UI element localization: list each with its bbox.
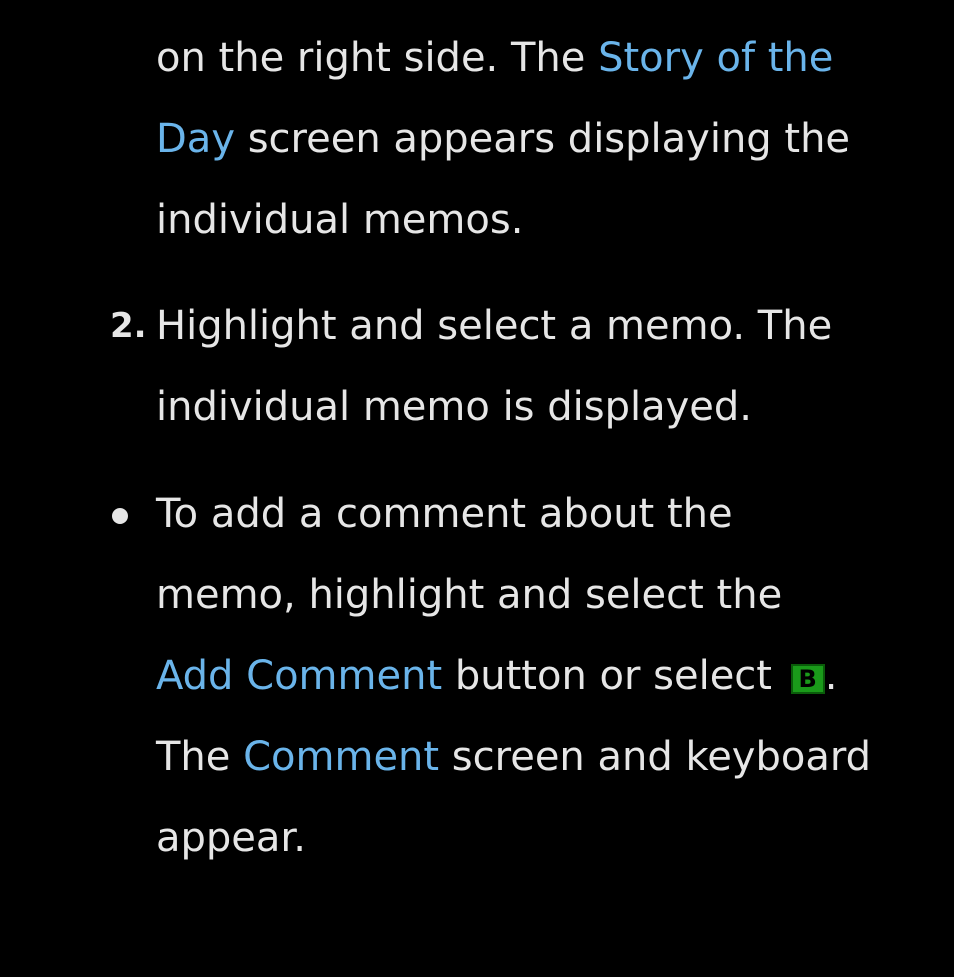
add-comment-link[interactable]: Add Comment <box>156 653 443 699</box>
step2-line2: individual memo is displayed. <box>156 384 752 430</box>
bullet1-text: The <box>156 734 244 780</box>
bullet1-line4 <box>156 733 871 781</box>
comment-link[interactable]: Comment <box>243 734 440 780</box>
paragraph1-text: on the right side. The <box>156 35 599 81</box>
step-number: 2. <box>110 306 147 346</box>
paragraph1-line1 <box>156 34 833 82</box>
bullet1-line1: To add a comment about the <box>156 491 733 537</box>
bullet1-line5: appear. <box>156 815 306 861</box>
bullet-icon <box>112 508 128 524</box>
bullet1-line3 <box>156 652 837 700</box>
b-button-icon: B <box>791 664 825 694</box>
story-of-the-day-link[interactable]: Story of the <box>598 35 834 81</box>
paragraph1-line2 <box>156 115 850 163</box>
bullet1-text: screen and keyboard <box>439 734 871 780</box>
step2-line1: Highlight and select a memo. The <box>156 303 833 349</box>
bullet1-line2: memo, highlight and select the <box>156 572 783 618</box>
paragraph1-line3: individual memos. <box>156 197 524 243</box>
paragraph1-text: screen appears displaying the <box>234 116 851 162</box>
bullet1-text: button or select <box>442 653 785 699</box>
story-of-the-day-link-cont[interactable]: Day <box>156 116 235 162</box>
bullet1-period: . <box>824 653 838 699</box>
